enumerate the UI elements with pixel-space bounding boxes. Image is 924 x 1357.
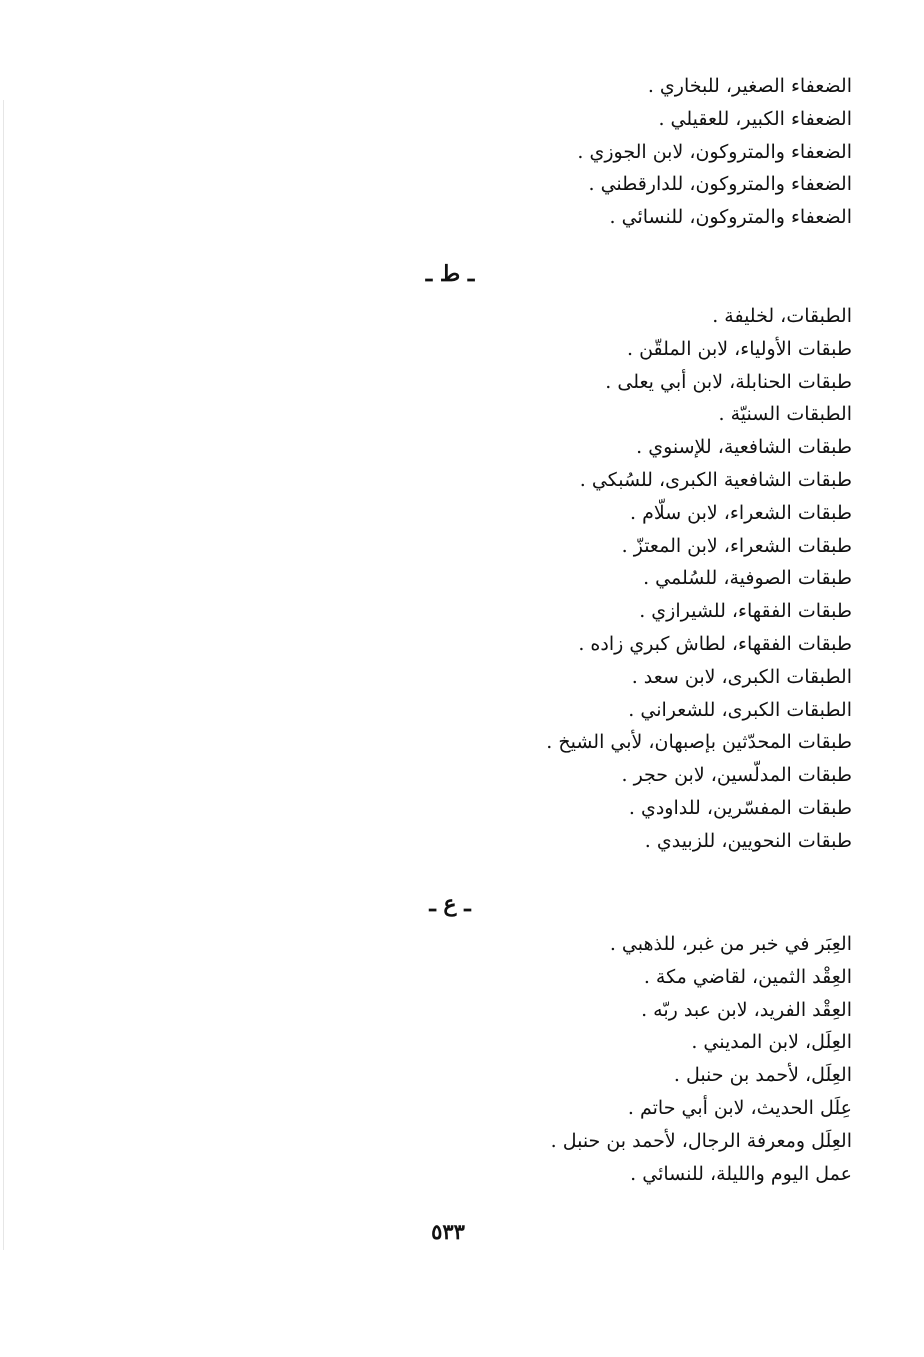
list-item: طبقات الفقهاء، للشيرازي .: [639, 600, 852, 623]
list-item: العِلَل، لابن المديني .: [691, 1031, 852, 1054]
list-item: الضعفاء والمتروكون، لابن الجوزي .: [577, 140, 852, 163]
list-item: الطبقات الكبرى، لابن سعد .: [631, 665, 852, 688]
list-item: العِلَل، لأحمد بن حنبل .: [673, 1064, 852, 1087]
list-item: طبقات الصوفية، للسُلمي .: [643, 567, 852, 590]
list-item: العِلَل ومعرفة الرجال، لأحمد بن حنبل .: [550, 1129, 852, 1152]
list-item: الضعفاء والمتروكون، للدارقطني .: [588, 173, 852, 196]
list-item: طبقات الشافعية الكبرى، للسُبكي .: [579, 468, 852, 491]
section-ta-list: [292, 300, 852, 858]
list-item: العِقْد الثمين، لقاضي مكة .: [643, 965, 852, 988]
list-item: طبقات الفقهاء، لطاش كبري زاده .: [578, 632, 852, 655]
list-item: طبقات المحدّثين بإصبهان، لأبي الشيخ .: [546, 731, 852, 754]
list-item: عِلَل الحديث، لابن أبي حاتم .: [627, 1096, 852, 1119]
page-number: ٥٣٣: [431, 1219, 465, 1244]
list-item: طبقات الحنابلة، لابن أبي يعلى .: [605, 370, 852, 393]
section-dad-list: [292, 70, 852, 234]
list-item: طبقات الشافعية، للإسنوي .: [636, 436, 852, 459]
list-item: العِقْد الفريد، لابن عبد ربّه .: [641, 998, 852, 1021]
list-item: طبقات المدلّسين، لابن حجر .: [621, 764, 852, 787]
section-heading-ayn: ـ ع ـ: [429, 891, 471, 917]
list-item: طبقات الشعراء، لابن المعتزّ .: [621, 534, 852, 557]
list-item: الطبقات، لخليفة .: [712, 305, 852, 327]
list-item: طبقات المفسّرين، للداودي .: [628, 796, 852, 819]
list-item: الضعفاء والمتروكون، للنسائي .: [609, 206, 852, 229]
section-ayn-list: [292, 928, 852, 1190]
list-item: طبقات الأولياء، لابن الملقّن .: [626, 337, 852, 360]
list-item: الطبقات السنيّة .: [718, 403, 852, 426]
list-item: الطبقات الكبرى، للشعراني .: [628, 698, 852, 721]
list-item: عمل اليوم والليلة، للنسائي .: [630, 1162, 852, 1185]
list-item: العِبَر في خبر من غبر، للذهبي .: [609, 933, 852, 955]
list-item: طبقات النحويين، للزبيدي .: [644, 829, 852, 852]
list-item: الضعفاء الصغير، للبخاري .: [647, 75, 852, 97]
list-item: الضعفاء الكبير، للعقيلي .: [658, 107, 852, 130]
list-item: طبقات الشعراء، لابن سلّام .: [630, 501, 852, 524]
section-heading-ta: ـ ط ـ: [425, 261, 475, 287]
